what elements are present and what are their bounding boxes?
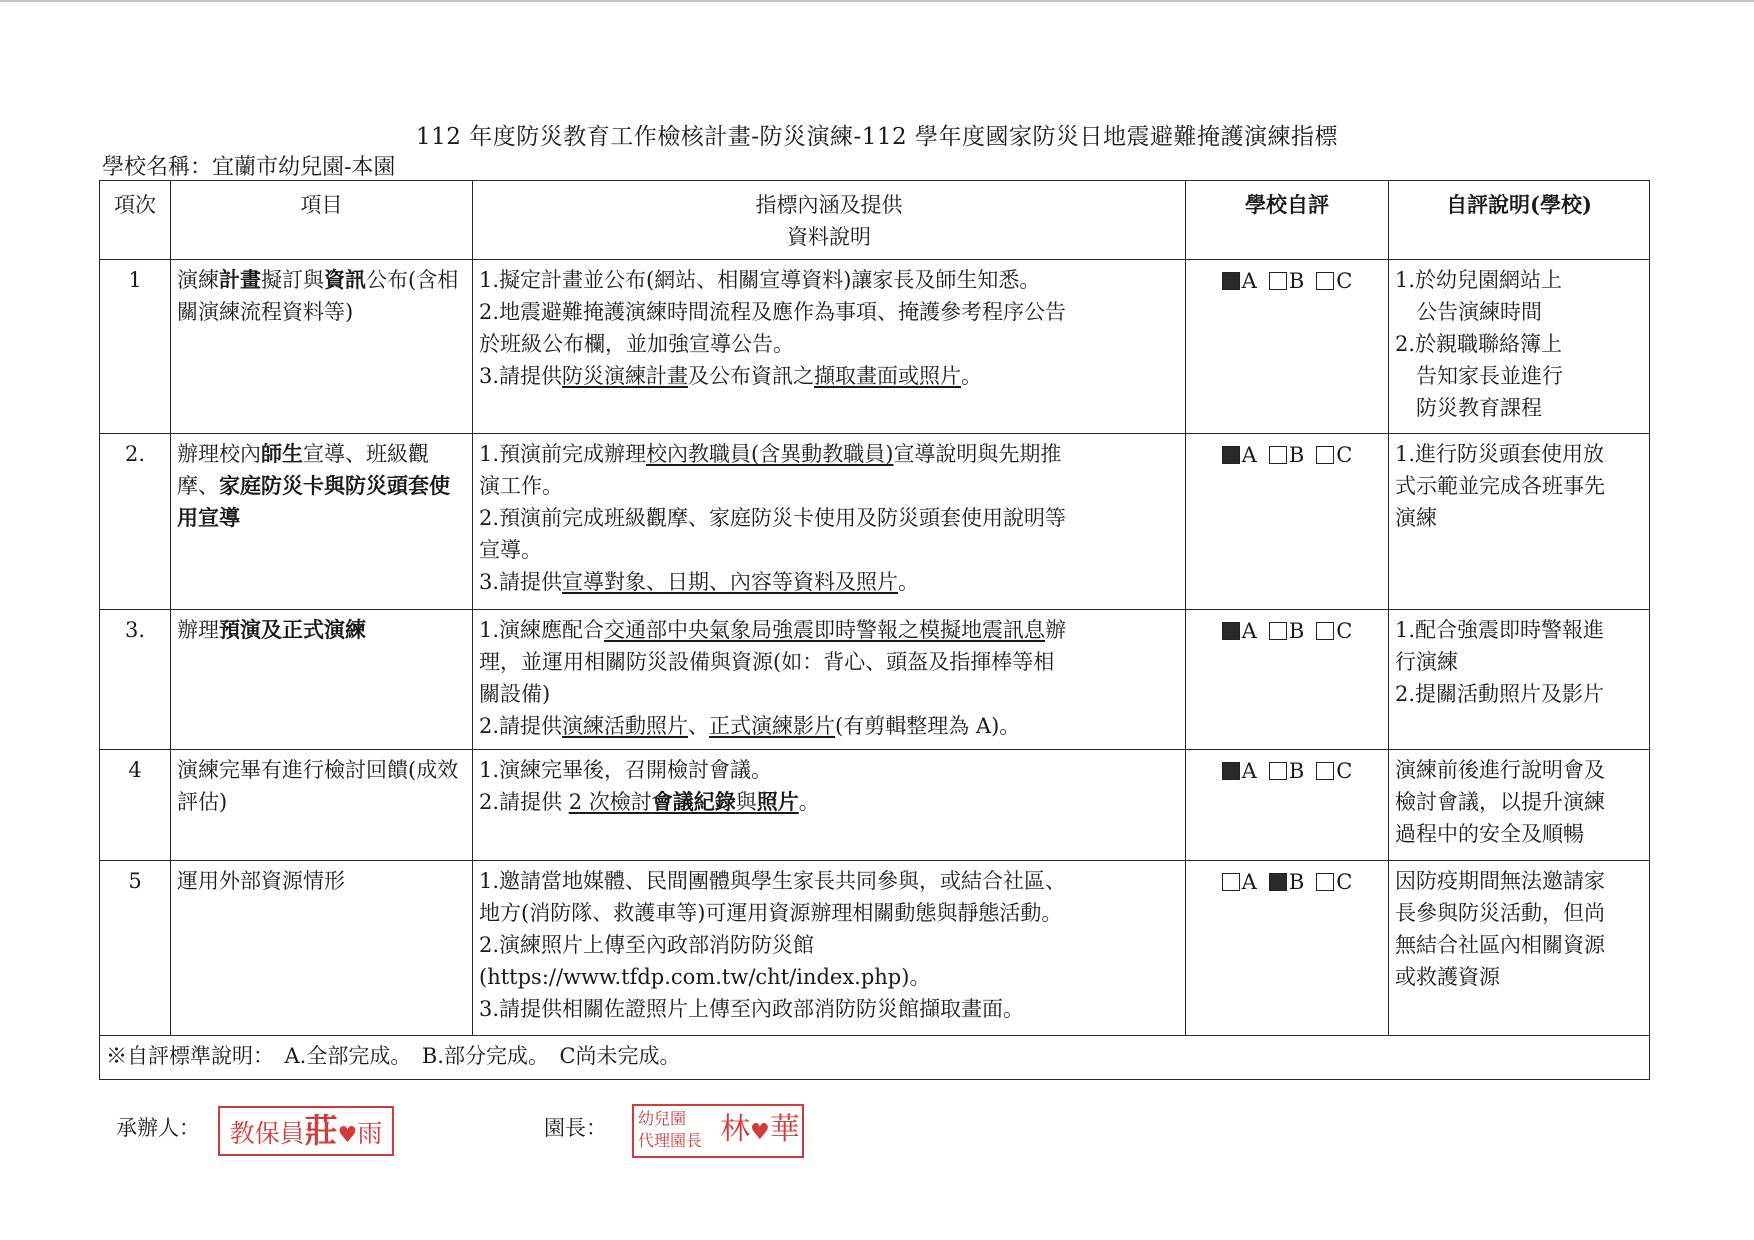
description-segment: 3.請提供相關佐證照片上傳至內政部消防防災館擷取畫面。 xyxy=(479,997,1025,1021)
director-seal-name xyxy=(720,1112,800,1151)
option-b-checkbox[interactable] xyxy=(1269,618,1304,644)
description-segment: 2.預演前完成班級觀摩、家庭防災卡使用及防災頭套使用說明等 xyxy=(479,506,1067,530)
checkbox-box-icon[interactable] xyxy=(1316,446,1334,464)
header-self-eval: 學校自評 xyxy=(1186,181,1389,260)
description-segment: 辦 xyxy=(1045,618,1067,642)
description-segment: 3.請提供 xyxy=(479,570,563,594)
note-line: 告知家長並進行 xyxy=(1395,364,1563,388)
item-segment: 擬訂與 xyxy=(261,268,324,292)
evaluation-table xyxy=(99,180,1650,1080)
header-desc-line1: 指標內涵及提供 xyxy=(755,193,903,217)
self-eval-checkboxes xyxy=(1192,614,1382,644)
checkbox-box-icon[interactable] xyxy=(1222,446,1240,464)
description-segment: 與 xyxy=(735,790,757,814)
checkbox-box-icon[interactable] xyxy=(1222,272,1240,290)
document-title: 112 年度防災教育工作檢核計畫-防災演練-112 學年度國家防災日地震避難掩護演練指標 xyxy=(416,124,1338,150)
item-segment: 演練完畢有進行檢討回饋(成效評估) xyxy=(177,758,459,814)
row-self-note xyxy=(1389,260,1650,434)
row-item xyxy=(171,434,473,610)
self-eval-checkboxes xyxy=(1192,754,1382,784)
header-note: 自評說明(學校) xyxy=(1389,181,1650,260)
description-line xyxy=(479,929,1179,961)
item-segment: 運用外部資源情形 xyxy=(177,869,345,893)
description-line xyxy=(479,710,1179,742)
director-seal-given: 華 xyxy=(769,1112,800,1147)
note-line: 因防疫期間無法邀請家 xyxy=(1395,869,1605,893)
heart-icon: ♥ xyxy=(750,1120,770,1145)
description-segment: 宣導說明與先期推 xyxy=(893,442,1062,466)
description-line xyxy=(479,865,1179,897)
option-label: B xyxy=(1288,619,1305,643)
self-eval-checkboxes xyxy=(1192,438,1382,468)
director-seal-org-line2: 代理園長 xyxy=(638,1131,703,1150)
checkbox-box-icon[interactable] xyxy=(1222,873,1240,891)
option-label: C xyxy=(1336,870,1353,894)
description-segment: 關設備) xyxy=(479,682,551,706)
option-label: A xyxy=(1241,269,1257,293)
table-row xyxy=(100,610,1650,750)
director-seal xyxy=(632,1104,804,1158)
description-segment: 於班級公布欄，並加強宣導公告。 xyxy=(479,332,794,356)
description-line xyxy=(479,961,1179,993)
description-segment: 校內教職員(含異動教職員) xyxy=(646,442,894,466)
description-segment: (有剪輯整理為 A)。 xyxy=(835,714,1021,738)
legend-text: ※自評標準說明： A.全部完成。 B.部分完成。 C尚未完成。 xyxy=(100,1036,1650,1080)
option-label: C xyxy=(1336,269,1353,293)
description-segment: 照片 xyxy=(756,789,799,814)
note-line: 過程中的安全及順暢 xyxy=(1395,822,1584,846)
checkbox-box-icon[interactable] xyxy=(1269,762,1287,780)
note-line: 1.於幼兒園網站上 xyxy=(1395,268,1563,292)
description-line xyxy=(479,566,1179,598)
row-self-eval xyxy=(1186,260,1389,434)
header-row xyxy=(100,181,1650,260)
item-segment: 演練 xyxy=(177,268,219,292)
header-item: 項目 xyxy=(171,181,473,260)
row-number: 3. xyxy=(100,610,171,750)
description-segment: 防災演練計畫 xyxy=(562,364,689,388)
option-c-checkbox[interactable] xyxy=(1316,758,1352,784)
self-eval-checkboxes xyxy=(1192,865,1382,895)
header-desc-line2: 資料說明 xyxy=(787,225,871,249)
handler-seal-title: 教保員 xyxy=(229,1119,305,1148)
description-line xyxy=(479,754,1179,786)
description-segment: 地方(消防隊、救護車等)可運用資源辦理相關動態與靜態活動。 xyxy=(479,901,1063,925)
note-line: 或救護資源 xyxy=(1395,965,1500,989)
description-line xyxy=(479,502,1179,534)
description-line xyxy=(479,328,1179,360)
note-line: 1.進行防災頭套使用放 xyxy=(1395,442,1605,466)
scan-top-edge xyxy=(0,0,1754,2)
option-label: B xyxy=(1288,759,1305,783)
description-line xyxy=(479,786,1179,818)
description-segment: 2 次檢討 xyxy=(568,790,652,814)
self-eval-checkboxes xyxy=(1192,264,1382,294)
option-label: A xyxy=(1241,870,1257,894)
description-segment: 演工作。 xyxy=(479,474,563,498)
row-description xyxy=(473,610,1186,750)
checkbox-box-icon[interactable] xyxy=(1316,622,1334,640)
option-a-checkbox[interactable] xyxy=(1222,442,1257,468)
description-segment: 會議紀錄 xyxy=(651,789,736,814)
row-item-text xyxy=(177,614,466,646)
director-seal-surname: 林 xyxy=(720,1112,750,1147)
row-item xyxy=(171,750,473,861)
row-item-text xyxy=(177,754,466,818)
description-segment: 演練活動照片 xyxy=(562,714,689,738)
option-b-checkbox[interactable] xyxy=(1269,442,1304,468)
description-line xyxy=(479,534,1179,566)
table-row xyxy=(100,861,1650,1036)
row-item xyxy=(171,260,473,434)
description-segment: 3.請提供 xyxy=(479,364,563,388)
description-segment: 理，並運用相關防災設備與資源(如：背心、頭盔及指揮棒等相 xyxy=(479,650,1055,674)
row-item xyxy=(171,861,473,1036)
description-segment: 2.演練照片上傳至內政部消防防災館 xyxy=(479,933,815,957)
option-label: C xyxy=(1336,759,1353,783)
description-segment: 1.演練完畢後，召開檢討會議。 xyxy=(479,758,773,782)
option-label: A xyxy=(1241,619,1257,643)
option-b-checkbox[interactable] xyxy=(1269,268,1304,294)
checkbox-box-icon[interactable] xyxy=(1316,762,1334,780)
school-name: 學校名稱：宜蘭市幼兒園-本園 xyxy=(102,155,396,180)
option-label: C xyxy=(1336,443,1353,467)
description-segment: 1.演練應配合 xyxy=(479,618,605,642)
note-line: 演練前後進行說明會及 xyxy=(1395,758,1605,782)
table-row xyxy=(100,750,1650,861)
note-line: 演練 xyxy=(1395,506,1437,530)
checkbox-box-icon[interactable] xyxy=(1316,873,1334,891)
handler-seal-surname: 莊 xyxy=(304,1111,338,1150)
description-segment: 交通部中央氣象局強震即時警報之模擬地震訊息 xyxy=(604,618,1046,642)
row-self-note xyxy=(1389,750,1650,861)
row-self-eval xyxy=(1186,434,1389,610)
option-b-checkbox[interactable] xyxy=(1269,869,1304,895)
description-segment: 宣導。 xyxy=(479,538,542,562)
description-line xyxy=(479,646,1179,678)
description-line xyxy=(479,678,1179,710)
note-line: 1.配合強震即時警報進 xyxy=(1395,618,1605,642)
option-c-checkbox[interactable] xyxy=(1316,268,1352,294)
row-self-note xyxy=(1389,434,1650,610)
checkbox-box-icon[interactable] xyxy=(1269,873,1287,891)
description-segment: 1.擬定計畫並公布(網站、相關宣導資料)讓家長及師生知悉。 xyxy=(479,268,1041,292)
description-line xyxy=(479,360,1179,392)
row-self-eval xyxy=(1186,861,1389,1036)
row-self-note xyxy=(1389,610,1650,750)
item-segment: 家庭防災卡與防災頭套使用宣導 xyxy=(177,473,450,530)
row-number: 5 xyxy=(100,861,171,1036)
row-number: 4 xyxy=(100,750,171,861)
item-segment: 預演及正式演練 xyxy=(219,617,366,642)
row-number: 1 xyxy=(100,260,171,434)
note-line: 檢討會議，以提升演練 xyxy=(1395,790,1605,814)
handler-seal-given: 雨 xyxy=(357,1119,383,1148)
item-segment: 計畫 xyxy=(219,267,261,292)
legend-row xyxy=(100,1036,1650,1080)
item-segment: 宣導、班級觀摩、 xyxy=(177,442,429,498)
option-a-checkbox[interactable] xyxy=(1222,618,1257,644)
option-a-checkbox[interactable] xyxy=(1222,869,1257,895)
checkbox-box-icon[interactable] xyxy=(1269,446,1287,464)
handler-label: 承辦人： xyxy=(116,1116,200,1140)
row-description xyxy=(473,750,1186,861)
description-segment: 1.預演前完成辦理 xyxy=(479,442,647,466)
row-self-note xyxy=(1389,861,1650,1036)
director-seal-org-line1: 幼兒園 xyxy=(638,1109,687,1128)
row-item-text xyxy=(177,438,466,534)
option-label: C xyxy=(1336,619,1353,643)
description-line xyxy=(479,993,1179,1025)
option-label: B xyxy=(1288,870,1305,894)
description-segment: 及公布資訊之 xyxy=(688,364,815,388)
row-item-text xyxy=(177,264,466,328)
description-segment: 1.邀請當地媒體、民間團體與學生家長共同參與，或結合社區、 xyxy=(479,869,1067,893)
note-line: 無結合社區內相關資源 xyxy=(1395,933,1605,957)
director-seal-org xyxy=(638,1108,702,1152)
handler-seal xyxy=(218,1106,394,1156)
heart-icon: ♥ xyxy=(337,1123,358,1148)
description-segment: (https://www.tfdp.com.tw/cht/index.php)。 xyxy=(479,965,931,989)
table-row xyxy=(100,434,1650,610)
option-c-checkbox[interactable] xyxy=(1316,618,1352,644)
item-segment: 公布(含相關演練流程資料等) xyxy=(177,268,459,324)
item-segment: 師生 xyxy=(261,441,303,466)
checkbox-box-icon[interactable] xyxy=(1269,272,1287,290)
description-line xyxy=(479,264,1179,296)
item-segment: 資訊 xyxy=(324,267,366,292)
note-line: 式示範並完成各班事先 xyxy=(1395,474,1605,498)
note-line: 公告演練時間 xyxy=(1395,300,1542,324)
checkbox-box-icon[interactable] xyxy=(1269,622,1287,640)
description-segment: 宣導對象、日期、內容等資料及照片 xyxy=(562,570,899,594)
description-line xyxy=(479,470,1179,502)
option-b-checkbox[interactable] xyxy=(1269,758,1304,784)
note-line: 2.於親職聯絡簿上 xyxy=(1395,332,1563,356)
description-line xyxy=(479,897,1179,929)
header-num: 項次 xyxy=(100,181,171,260)
description-line xyxy=(479,296,1179,328)
row-description xyxy=(473,434,1186,610)
option-label: A xyxy=(1241,443,1257,467)
description-segment: 、 xyxy=(688,714,710,738)
option-label: A xyxy=(1241,759,1257,783)
checkbox-box-icon[interactable] xyxy=(1316,272,1334,290)
header-desc xyxy=(473,181,1186,260)
checkbox-box-icon[interactable] xyxy=(1222,622,1240,640)
row-self-eval xyxy=(1186,750,1389,861)
description-segment: 2.請提供 xyxy=(479,714,563,738)
table-row xyxy=(100,260,1650,434)
description-line xyxy=(479,614,1179,646)
row-description xyxy=(473,861,1186,1036)
description-segment: 。 xyxy=(961,364,983,388)
note-line: 長參與防災活動，但尚 xyxy=(1395,901,1605,925)
option-c-checkbox[interactable] xyxy=(1316,442,1352,468)
option-label: B xyxy=(1288,269,1305,293)
row-number: 2. xyxy=(100,434,171,610)
row-item-text xyxy=(177,865,466,897)
description-segment: 擷取畫面或照片 xyxy=(814,364,962,388)
description-segment: 。 xyxy=(798,790,820,814)
row-item xyxy=(171,610,473,750)
checkbox-box-icon[interactable] xyxy=(1222,762,1240,780)
description-segment: 2.地震避難掩護演練時間流程及應作為事項、掩護參考程序公告 xyxy=(479,300,1067,324)
option-a-checkbox[interactable] xyxy=(1222,758,1257,784)
item-segment: 辦理校內 xyxy=(177,442,261,466)
note-line: 2.提關活動照片及影片 xyxy=(1395,682,1605,706)
description-segment: 。 xyxy=(898,570,920,594)
director-label: 園長： xyxy=(544,1116,607,1140)
note-line: 防災教育課程 xyxy=(1395,396,1542,420)
option-c-checkbox[interactable] xyxy=(1316,869,1352,895)
note-line: 行演練 xyxy=(1395,650,1458,674)
description-segment: 2.請提供 xyxy=(479,790,569,814)
option-label: B xyxy=(1288,443,1305,467)
row-description xyxy=(473,260,1186,434)
description-line xyxy=(479,438,1179,470)
option-a-checkbox[interactable] xyxy=(1222,268,1257,294)
row-self-eval xyxy=(1186,610,1389,750)
description-segment: 正式演練影片 xyxy=(709,714,836,738)
item-segment: 辦理 xyxy=(177,618,219,642)
